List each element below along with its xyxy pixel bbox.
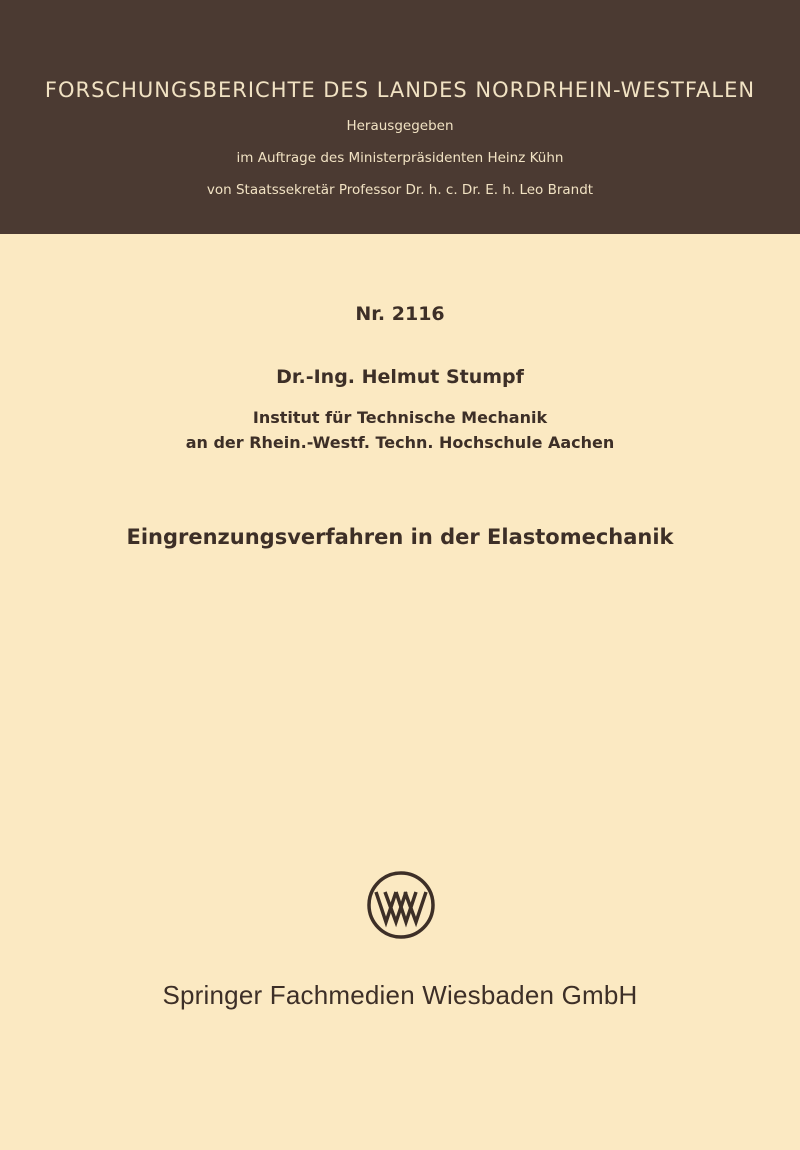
header-editor-name: von Staatssekretär Professor Dr. h. c. Dr. E. h. Leo Brandt — [206, 182, 594, 198]
publisher-name: Springer Fachmedien Wiesbaden GmbH — [162, 980, 638, 1010]
institute-line-1: Institut für Technische Mechanik — [252, 408, 548, 427]
header-commissioned-by: im Auftrage des Ministerpräsidenten Heinz Kühn — [236, 150, 564, 166]
institute-line-2: an der Rhein.-Westf. Techn. Hochschule Aachen — [185, 433, 615, 452]
book-title: Eingrenzungsverfahren in der Elastomechanik — [126, 525, 674, 549]
publisher-logo-icon — [366, 870, 436, 940]
series-title: FORSCHUNGSBERICHTE DES LANDES NORDRHEIN-WESTFALEN — [44, 78, 756, 102]
series-header-band — [0, 0, 800, 234]
report-number: Nr. 2116 — [355, 303, 445, 325]
author-name: Dr.-Ing. Helmut Stumpf — [276, 366, 524, 388]
header-edited-by: Herausgegeben — [346, 118, 454, 134]
